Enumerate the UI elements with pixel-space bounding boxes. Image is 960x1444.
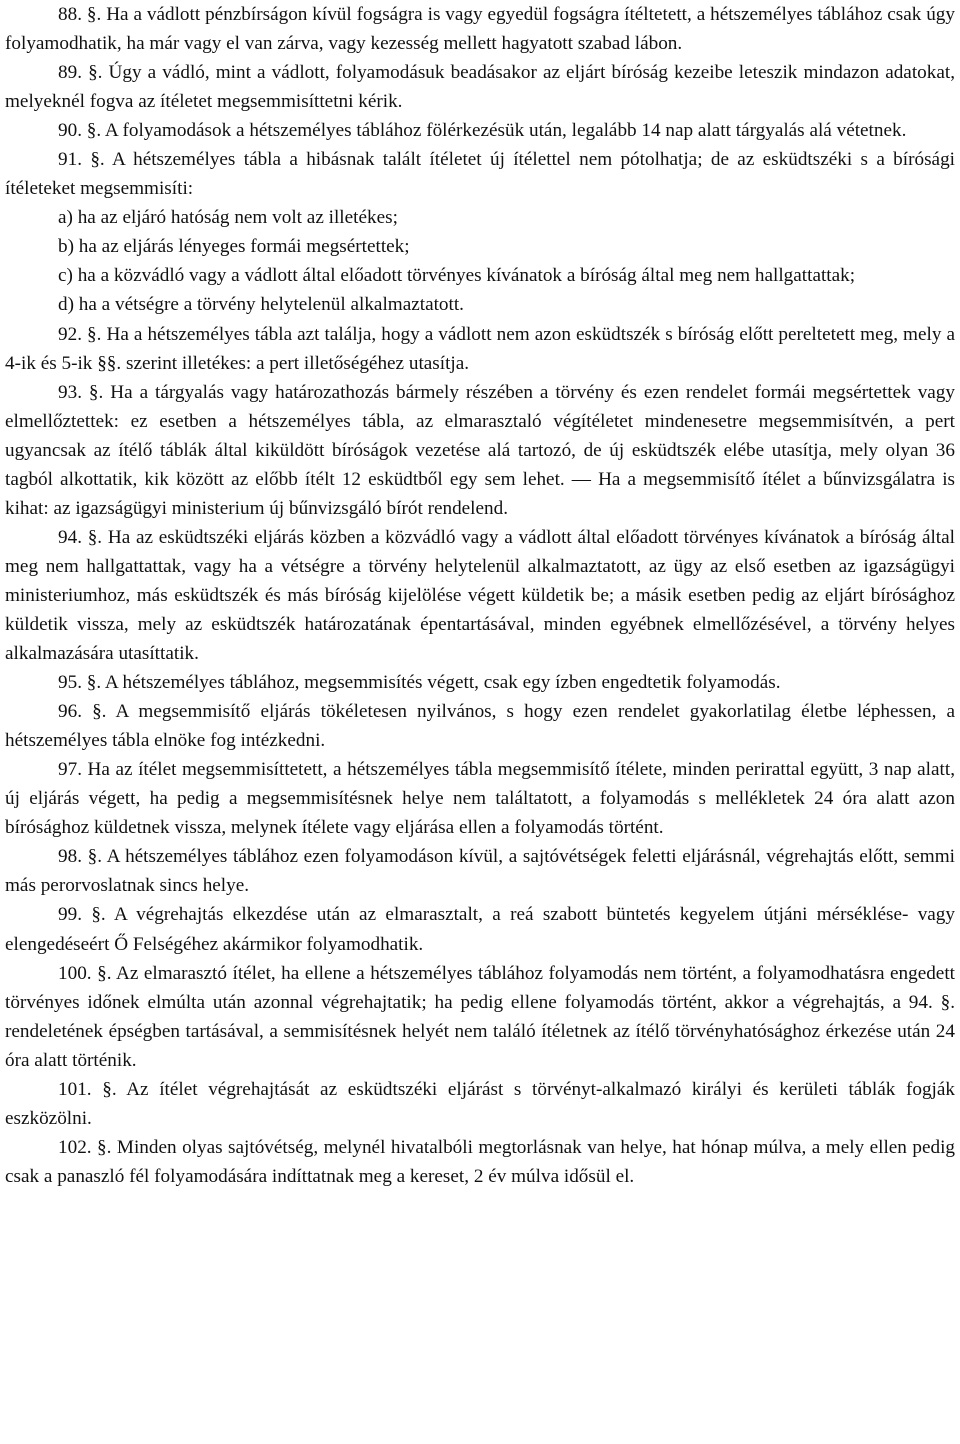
list-item-b: b) ha az eljárás lényeges formái megsértettek;	[58, 236, 410, 258]
paragraph-100: 100. §. Az elmarasztó ítélet, ha ellene a hétszemélyes táblához folyamodás nem történt, a folyamodhatásra engedett törvényes időnek elmúlta után azonnal végrehajtatik; ha pedig ellene folyamodás történt, akkor a végrehajtás, a 94. §. rendeletének épségben tartásával, a semmisítésnek helyét nem találó ítéletnek az ítélő törvényhatósághoz érkezése után 24 óra alatt történik.	[5, 962, 955, 1071]
list-item-d: d) ha a vétségre a törvény helytelenül alkalmaztatott.	[58, 294, 464, 316]
document-page	[5, 0, 955, 1191]
list-item-a: a) ha az eljáró hatóság nem volt az illetékes;	[58, 207, 398, 229]
paragraph-89: 89. §. Úgy a vádló, mint a vádlott, folyamodásuk beadásakor az eljárt bíróság kezeibe leteszik mindazon adatokat, melyeknél fogva az ítéletet megsemmisíttetni kérik.	[5, 62, 955, 113]
paragraph-94: 94. §. Ha az esküdtszéki eljárás közben a közvádló vagy a vádlott által előadott törvényes kívánatok a bíróság által meg nem hallgattattak, vagy ha a vétségre a törvény helytelenül alkalmaztatott, az ügy az első esetben az igazságügyi ministeriumhoz, más esküdtszék és más bíróság kijelölése végett küldetik be; a másik esetben pedig az eljárt bírósághoz küldetik vissza, mely az esküdtszék határozatának épentartásával, minden egyébnek elmellőzésével, a törvény helyes alkalmazására utasíttatik.	[5, 526, 955, 665]
paragraph-98: 98. §. A hétszemélyes táblához ezen folyamodáson kívül, a sajtóvétségek feletti eljárásnál, végrehajtás előtt, semmi más perorvoslatnak sincs helye.	[5, 846, 955, 897]
paragraph-93: 93. §. Ha a tárgyalás vagy határozathozás bármely részében a törvény és ezen rendelet formái megsértettek vagy elmellőztettek: ez esetben a hétszemélyes tábla, az elmarasztaló végítéletet mindenesetre megsemmisítvén, a pert ugyancsak az ítélő táblák által kiküldött bíróságok vezetése alá tartozó, de új esküdtszék elébe utasítja, mely olyan 36 tagból alkottatik, kik között az előbb ítélt 12 esküdtből egy sem lehet. — Ha a megsemmisítő ítélet a bűnvizsgálatra is kihat: az igazságügyi ministerium új bűnvizsgáló bírót rendelend.	[5, 381, 955, 519]
paragraph-92: 92. §. Ha a hétszemélyes tábla azt találja, hogy a vádlott nem azon esküdtszék s bíróság előtt pereltetett meg, mely a 4-ik és 5-ik §§. szerint illetékes: a pert illetőségéhez utasítja.	[5, 323, 955, 374]
list-item-c: c) ha a közvádló vagy a vádlott által előadott törvényes kívánatok a bíróság által meg nem hallgattattak;	[58, 265, 856, 287]
paragraph-95: 95. §. A hétszemélyes táblához, megsemmisítés végett, csak egy ízben engedtetik folyamodás.	[58, 672, 781, 694]
paragraph-102: 102. §. Minden olyas sajtóvétség, melynél hivatalbóli megtorlásnak van helye, hat hónap múlva, a mely ellen pedig csak a panaszló fél folyamodására indíttatnak meg a kereset, 2 év múlva idősül el.	[5, 1136, 955, 1187]
paragraph-97: 97. Ha az ítélet megsemmisíttetett, a hétszemélyes tábla megsemmisítő ítélete, minden perirattal együtt, 3 nap alatt, új eljárás végett, ha pedig a megsemmisítésnek helye nem találtatott, a folyamodás s mellékletek 24 óra alatt azon bírósághoz küldetnek vissza, melynek ítélete vagy eljárása ellen a folyamodás történt.	[5, 759, 955, 839]
paragraph-101: 101. §. Az ítélet végrehajtását az esküdtszéki eljárást s törvényt-alkalmazó királyi és kerületi táblák fogják eszközölni.	[5, 1078, 955, 1129]
paragraph-91: 91. §. A hétszemélyes tábla a hibásnak talált ítéletet új ítélettel nem pótolhatja; de az esküdtszéki s a bírósági ítéleteket megsemmisíti:	[5, 149, 955, 200]
paragraph-88: 88. §. Ha a vádlott pénzbírságon kívül fogságra is vagy egyedül fogságra ítéltetett, a hétszemélyes táblához csak úgy folyamodhatik, ha már vagy el van zárva, vagy kezesség mellett hagyatott szabad lábon.	[5, 4, 955, 55]
paragraph-99: 99. §. A végrehajtás elkezdése után az elmarasztalt, a reá szabott büntetés kegyelem útjáni mérséklése- vagy elengedéseért Ő Felségéhez akármikor folyamodhatik.	[5, 904, 955, 955]
paragraph-96: 96. §. A megsemmisítő eljárás tökéletesen nyilvános, s hogy ezen rendelet gyakorlatilag életbe léphessen, a hétszemélyes tábla elnöke fog intézkedni.	[5, 701, 955, 752]
paragraph-90: 90. §. A folyamodások a hétszemélyes táblához fölérkezésük után, legalább 14 nap alatt tárgyalás alá vétetnek.	[58, 120, 907, 142]
